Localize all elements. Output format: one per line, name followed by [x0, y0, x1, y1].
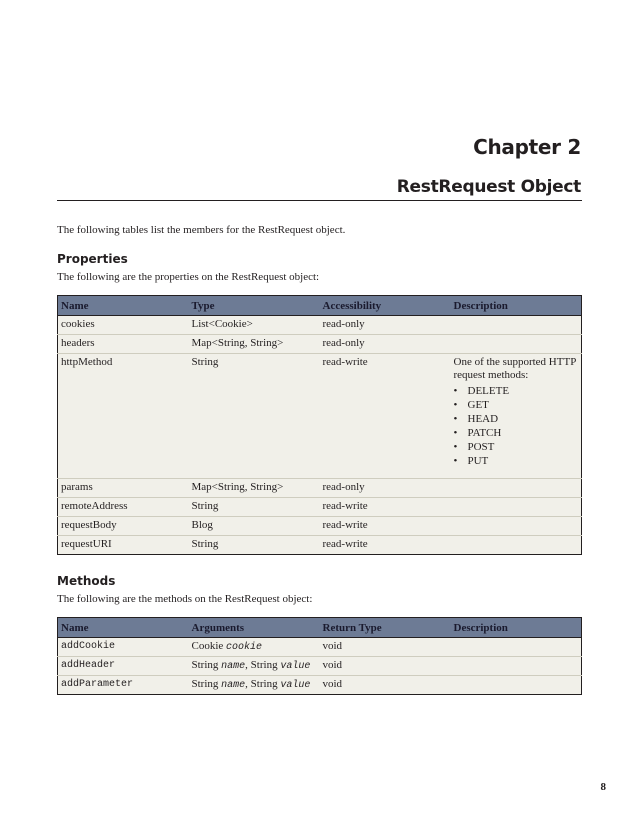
property-type: List<Cookie> [189, 316, 320, 335]
method-description [451, 638, 582, 657]
intro-paragraph: The following tables list the members for the RestRequest object. [57, 224, 346, 236]
property-access: read-only [320, 335, 451, 354]
page-title: RestRequest Object [396, 177, 581, 197]
property-access: read-only [320, 479, 451, 498]
column-header: Arguments [189, 618, 320, 638]
method-name: addCookie [58, 638, 189, 657]
property-access: read-write [322, 538, 368, 550]
methods-table [57, 617, 582, 695]
page-number: 8 [600, 781, 606, 793]
list-item: • PUT [453, 455, 489, 467]
table-header-row [58, 296, 582, 316]
column-header: Description [451, 618, 582, 638]
properties-description: The following are the properties on the RestRequest object: [57, 271, 320, 283]
bullet-icon: • [453, 399, 458, 411]
bullet-icon: • [453, 413, 458, 425]
list-item: • GET [453, 399, 489, 411]
properties-table [57, 295, 582, 555]
table-row [58, 354, 582, 479]
method-arguments: Cookie cookie [189, 638, 320, 657]
table-row [58, 517, 582, 536]
bullet-icon: • [453, 455, 458, 467]
property-access: read-only [320, 316, 451, 335]
methods-heading: Methods [57, 574, 116, 588]
property-access: read-write [320, 517, 451, 536]
property-access: read-write [320, 498, 451, 517]
property-name: requestBody [58, 517, 189, 536]
list-item: • POST [453, 441, 495, 453]
table-row [58, 638, 582, 657]
column-header: Name [58, 296, 189, 316]
chapter-label: Chapter 2 [473, 135, 581, 159]
method-return-type: void [320, 638, 451, 657]
property-type: Map<String, String> [189, 479, 320, 498]
column-header: Return Type [320, 618, 451, 638]
column-header: Accessibility [320, 296, 451, 316]
method-description [451, 657, 582, 676]
method-name: addHeader [58, 657, 189, 676]
method-name: addParameter [61, 679, 134, 690]
list-item: • PATCH [453, 427, 502, 439]
property-type: String [189, 498, 320, 517]
table-row [58, 676, 582, 695]
property-description [451, 498, 582, 517]
property-name: params [58, 479, 189, 498]
table-row [58, 536, 582, 555]
method-arguments: String name, String value [191, 678, 311, 691]
method-return-type: void [320, 657, 451, 676]
property-type: String [191, 538, 219, 550]
property-name: requestURI [61, 538, 112, 550]
property-description [451, 316, 582, 335]
property-description [451, 536, 582, 555]
property-description [451, 335, 582, 354]
table-row [58, 316, 582, 335]
table-row [58, 335, 582, 354]
table-row [58, 657, 582, 676]
column-header: Type [189, 296, 320, 316]
column-header: Name [58, 618, 189, 638]
property-description [451, 479, 582, 498]
property-name: httpMethod [58, 354, 189, 479]
table-header-row [58, 618, 582, 638]
property-access: read-write [320, 354, 451, 479]
column-header: Description [451, 296, 582, 316]
property-type: String [189, 354, 320, 479]
property-description: One of the supported HTTP request methods: [453, 356, 576, 381]
http-method-list [454, 384, 579, 468]
property-name: headers [58, 335, 189, 354]
property-description-cell [451, 354, 582, 479]
property-type: Map<String, String> [189, 335, 320, 354]
list-item: • DELETE [453, 385, 510, 397]
properties-heading: Properties [57, 252, 128, 266]
property-name: remoteAddress [58, 498, 189, 517]
property-name: cookies [58, 316, 189, 335]
property-description [451, 517, 582, 536]
table-row [58, 498, 582, 517]
bullet-icon: • [453, 385, 458, 397]
method-return-type: void [322, 678, 343, 690]
bullet-icon: • [453, 427, 458, 439]
table-row [58, 479, 582, 498]
method-arguments: String name, String value [189, 657, 320, 676]
list-item: • HEAD [453, 413, 499, 425]
bullet-icon: • [453, 441, 458, 453]
method-description [451, 676, 582, 695]
property-type: Blog [189, 517, 320, 536]
methods-description: The following are the methods on the RestRequest object: [57, 593, 313, 605]
title-rule [57, 200, 582, 201]
